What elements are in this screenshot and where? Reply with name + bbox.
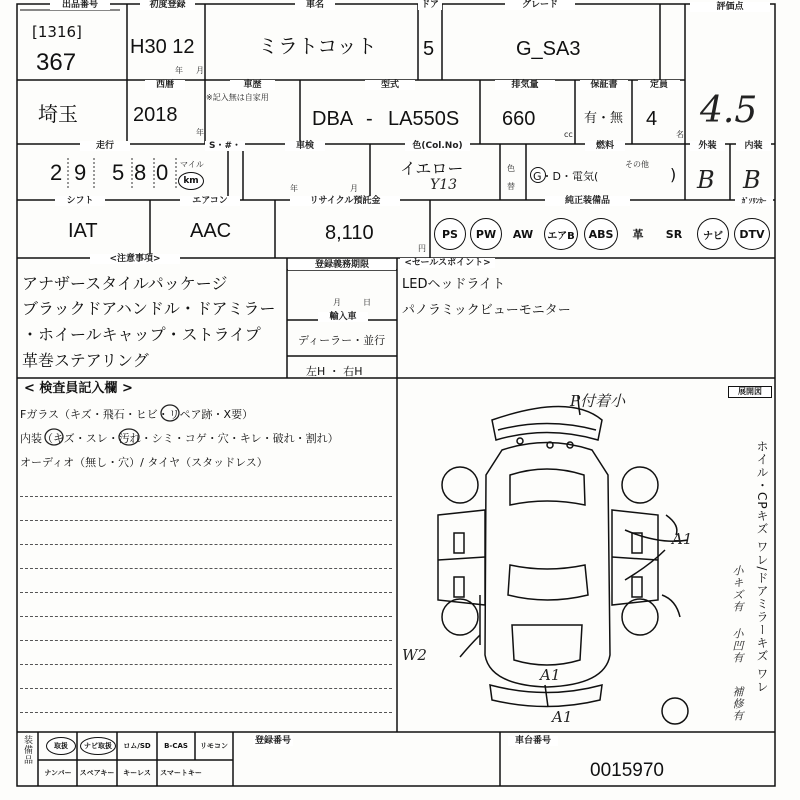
inspection-month-mark: 月 — [350, 184, 358, 193]
header-first-reg: 初度登録 — [140, 0, 195, 10]
diagram-w2: W2 — [402, 646, 427, 664]
first-registration: H30 12 — [130, 36, 195, 58]
fuel-options: G・D・電気( — [533, 170, 599, 183]
note-line: ・ホイールキャップ・ストライプ — [22, 325, 261, 344]
steering-side: 左H ・ 右H — [306, 365, 363, 378]
header-inspection: 車検 — [285, 141, 325, 151]
diagram-side-note-4: 補修有 — [731, 686, 744, 722]
equip-sunroof: SR — [665, 227, 683, 241]
bottom-item-bcas: B-CAS — [164, 742, 188, 750]
header-chk: S・#・ — [205, 141, 245, 151]
auction-code: [1316] — [32, 23, 82, 41]
import-month-mark: 月 — [333, 298, 341, 307]
diagram-a1-bottom: A1 — [540, 666, 561, 684]
mileage-digit: 9 — [74, 160, 87, 185]
dashed-line — [20, 688, 392, 689]
header-displacement: 排気量 — [495, 80, 555, 90]
shift-value: IAT — [68, 220, 98, 242]
fuel-close: ) — [670, 165, 677, 184]
region: 埼玉 — [38, 104, 78, 126]
first-reg-month-mark: 月 — [196, 66, 204, 75]
inspection-year-mark: 年 — [290, 184, 298, 193]
mileage-digit: 8 — [134, 160, 147, 185]
model-prefix: DBA — [312, 108, 354, 130]
header-score: 評価点 — [690, 2, 770, 12]
inspector-line-2: 内装（キズ・スレ・汚れ・シミ・コゲ・穴・キレ・破れ・割れ） — [20, 432, 339, 445]
header-warranty: 保証書 — [580, 80, 628, 90]
cc-unit: cc — [564, 130, 573, 139]
equip-airbag: エアB — [544, 218, 578, 250]
dashed-line — [20, 616, 392, 617]
diagram-side-note-3: 小凹有 — [731, 628, 744, 664]
bottom-item-rom: ロム/SD — [123, 742, 151, 750]
lot-number: 367 — [36, 49, 77, 76]
displacement-value: 660 — [502, 108, 536, 130]
bottom-item-spare-key: スペアキー — [79, 769, 115, 777]
inspector-line-3: オーディオ（無し・穴）/ タイヤ（スタッドレス） — [20, 456, 268, 469]
mileage-digit: 2 — [50, 160, 63, 185]
capacity-value: 4 — [646, 108, 658, 130]
fuel-other-label: その他 — [625, 160, 649, 169]
equip-ps: PS — [434, 218, 466, 250]
header-interior: 内装 — [736, 141, 771, 151]
header-history: 車歴 — [230, 80, 275, 90]
header-doors: ドア — [418, 0, 442, 10]
color-change-2: 替 — [507, 182, 515, 191]
car-name: ミラトコット — [258, 36, 377, 58]
equip-dtv: DTV — [734, 218, 770, 250]
history-note: ※記入無は自家用 — [206, 93, 269, 102]
dashed-line — [20, 496, 392, 497]
car-diagram — [430, 395, 720, 730]
diagram-side-note-2: 小キズ有 — [731, 565, 744, 613]
dealer-parallel: ディーラー・並行 — [298, 334, 386, 347]
mileage-separators — [40, 156, 190, 192]
inspector-title: < 検査員記入欄 > — [24, 381, 133, 396]
header-lot-no: 出品番号 — [50, 0, 110, 10]
mileage-digit: 0 — [156, 160, 169, 185]
header-equipment: 純正装備品 — [545, 196, 630, 206]
diagram-top-note: P付着小 — [570, 392, 626, 410]
sales-point-line: パノラミックビューモニター — [402, 303, 571, 318]
chassis-number: 0015970 — [590, 760, 664, 781]
model-value: LA550S — [388, 108, 460, 130]
import-day-mark: 日 — [363, 298, 371, 307]
bottom-item-plate: ナンバー — [44, 769, 72, 777]
warranty-value: 有・無 — [584, 111, 624, 126]
bottom-equip-label: 装備品 — [22, 735, 32, 765]
mileage-digit: 5 — [112, 160, 125, 185]
color-value: イエロー — [400, 159, 464, 178]
aircon-value: AAC — [190, 220, 232, 242]
header-capacity: 定員 — [638, 80, 680, 90]
recycle-fee-value: 8,110 — [325, 222, 374, 244]
header-aircon: エアコン — [180, 196, 240, 206]
inspector-handmarks — [20, 400, 400, 730]
header-diagram: 展開図 — [728, 386, 772, 398]
bottom-item-remote: リモコン — [200, 742, 228, 750]
equip-pw: PW — [470, 218, 502, 250]
header-color: 色(Col.No) — [405, 141, 470, 151]
header-model: 型式 — [365, 80, 415, 90]
note-line: 革巻ステアリング — [22, 351, 149, 370]
diagram-a1-below: A1 — [552, 708, 573, 726]
header-recycle: リサイクル預託金 — [290, 196, 400, 206]
equip-navi: ナビ — [697, 218, 729, 250]
dashed-line — [20, 640, 392, 641]
mileage-unit-top: マイル — [180, 160, 204, 169]
equip-leather: 革 — [632, 228, 644, 241]
inspector-line-1: Fガラス（キズ・飛石・ヒビ・リペア跡・X要） — [20, 408, 254, 421]
dashed-line — [20, 544, 392, 545]
note-line: ブラックドアハンドル・ドアミラー — [22, 299, 276, 318]
year-value: 2018 — [133, 104, 178, 126]
dashed-line — [20, 568, 392, 569]
header-reg-date: 登録義務期限 — [288, 260, 396, 270]
equip-aw: AW — [512, 227, 534, 241]
dashed-line — [20, 592, 392, 593]
exterior-grade: B — [697, 166, 715, 194]
header-fuel: 燃料 — [585, 141, 625, 151]
mileage-unit-km: km — [178, 172, 204, 190]
header-grade: グレード — [505, 0, 575, 10]
header-attention: <注意事項> — [90, 254, 180, 264]
header-mileage: 走行 — [80, 141, 130, 151]
equip-abs: ABS — [584, 218, 618, 250]
model-separator: - — [366, 108, 373, 130]
interior-grade: B — [743, 166, 761, 194]
header-reg-no: 登録番号 — [254, 736, 291, 746]
bottom-item-smart-key: スマートキー — [160, 769, 202, 777]
dashed-line — [20, 520, 392, 521]
note-line: アナザースタイルパッケージ — [22, 274, 228, 293]
header-car-name: 車名 — [295, 0, 335, 10]
color-code: Y13 — [430, 177, 458, 193]
header-chassis: 車台番号 — [508, 736, 558, 746]
color-change-1: 色 — [507, 164, 515, 173]
header-import: 輸入車 — [318, 312, 368, 322]
header-exterior: 外装 — [690, 141, 725, 151]
bottom-item-manual: 取扱 — [46, 737, 76, 755]
sales-point-line: LEDヘッドライト — [402, 277, 506, 292]
recycle-yen: 円 — [418, 244, 426, 253]
grade-value: G_SA3 — [516, 38, 581, 60]
diagram-a1-right: A1 — [672, 530, 693, 548]
year-mark: 年 — [196, 128, 204, 137]
header-shift: シフト — [55, 196, 105, 206]
diagram-side-note: ホイル・CPキズ ワレ/ドアミラーキズ ワレ — [755, 440, 769, 694]
header-sales-point: <セールスポイント> — [400, 258, 495, 268]
first-reg-year-mark: 年 — [175, 66, 183, 75]
header-note-tag: ｶﾞｿﾘﾝｶｰ — [735, 196, 773, 206]
score-value: 4.5 — [700, 90, 758, 131]
capacity-unit: 名 — [676, 130, 684, 139]
header-year: 西暦 — [145, 80, 185, 90]
dashed-line — [20, 664, 392, 665]
bottom-item-keyless: キーレス — [123, 769, 151, 777]
dashed-line — [20, 712, 392, 713]
doors-value: 5 — [423, 38, 435, 60]
bottom-item-navi-manual: ナビ取扱 — [80, 737, 116, 755]
